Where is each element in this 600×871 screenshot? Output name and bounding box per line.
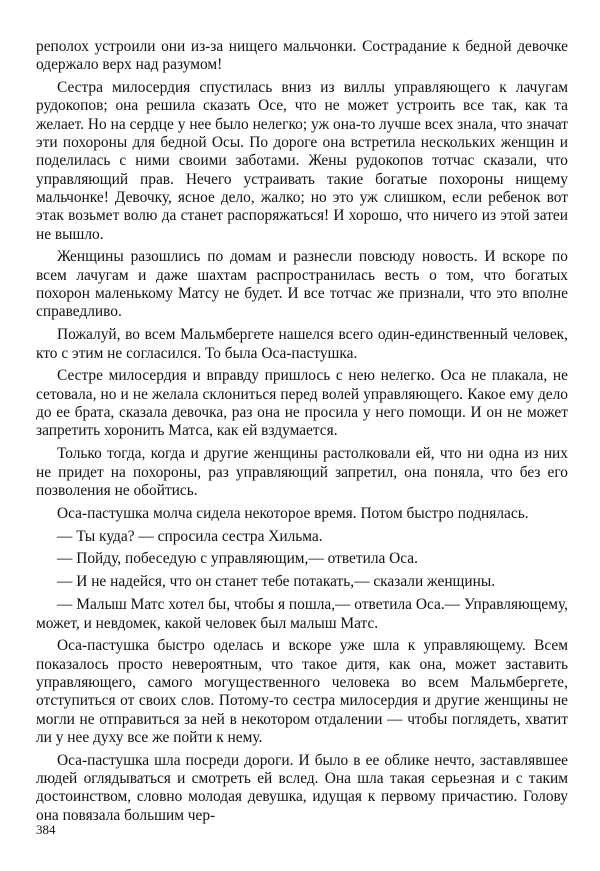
paragraph-2: Сестра милосердия спустилась вниз из виллы управляющего к лачугам рудокопов; она решила сказать Осе, что не может устроить все так, как та желает. Но на сердце у нее было нелегко; уж она-то лучше всех знала, что значат эти похороны для бедной Осы. По дороге она встретила нескольких женщин и поделилась с ними своими заботами. Жены рудокопов тотчас сказали, что управляющий прав. Нечего устраивать такие богатые похороны нищему мальчонке! Девочку, ясное дело, жалко; но это уж слишком, если ребенок вот этак возьмет волю да станет распоряжаться! И хорошо, что ничего из этой затеи не вышло. bbox=[36, 79, 568, 243]
paragraph-8: Оса-пастушка быстро оделась и вскоре уже шла к управляющему. Всем показалось просто невероятным, что такое дитя, как она, может заставить управляющего, самого могущественного человека во всем Мальмбергете, отступиться от своих слов. Потому-то сестра милосердия и другие женщины не могли не отправиться за ней в некотором отдалении — чтобы поглядеть, хватит ли у нее духу все же пойти к нему. bbox=[36, 637, 568, 746]
paragraph-6: Только тогда, когда и другие женщины растолковали ей, что ни одна из них не придет на похороны, раз управляющий запретил, она поняла, что без его позволения не обойтись. bbox=[36, 445, 568, 499]
paragraph-1: реполох устроили они из-за нищего мальчонки. Сострадание к бедной девочке одержало верх над разумом! bbox=[36, 38, 568, 74]
dialogue-line-3: — И не надейся, что он станет тебе потакать,— сказали женщины. bbox=[57, 573, 496, 591]
dialogue-line-4: — Малыш Матс хотел бы, чтобы я пошла,— ответила Оса.— Управляющему, может, и невдомек, какой человек был малыш Матс. bbox=[36, 596, 568, 632]
paragraph-7: Оса-пастушка молча сидела некоторое время. Потом быстро поднялась. bbox=[57, 504, 529, 522]
paragraph-3: Женщины разошлись по домам и разнесли повсюду новость. И вскоре по всем лачугам и даже шахтам распространилась весть о том, что богатых похорон маленькому Матсу не будет. И все тотчас же признали, что это вполне справедливо. bbox=[36, 248, 568, 321]
page-number: 384 bbox=[36, 822, 56, 837]
page-body bbox=[36, 38, 568, 830]
dialogue-line-1: — Ты куда? — спросила сестра Хильма. bbox=[57, 527, 323, 545]
paragraph-4: Пожалуй, во всем Мальмбергете нашелся всего один-единственный человек, кто с этим не согласился. То была Оса-пастушка. bbox=[36, 326, 568, 362]
paragraph-5: Сестре милосердия и вправду пришлось с нею нелегко. Оса не плакала, не сетовала, но и не желала склониться перед волей управляющего. Какое ему дело до ее брата, сказала девочка, раз она не просила у него помощи. И он не может запретить хоронить Матса, как ей вздумается. bbox=[36, 367, 568, 440]
dialogue-line-2: — Пойду, побеседую с управляющим,— ответила Оса. bbox=[57, 550, 418, 568]
paragraph-9: Оса-пастушка шла посреди дороги. И было в ее облике нечто, заставлявшее людей оглядываться и смотреть ей вслед. Она шла такая серьезная и с таким достоинством, словно молодая девушка, идущая к первому причастию. Голову она повязала большим чер- bbox=[36, 751, 568, 824]
